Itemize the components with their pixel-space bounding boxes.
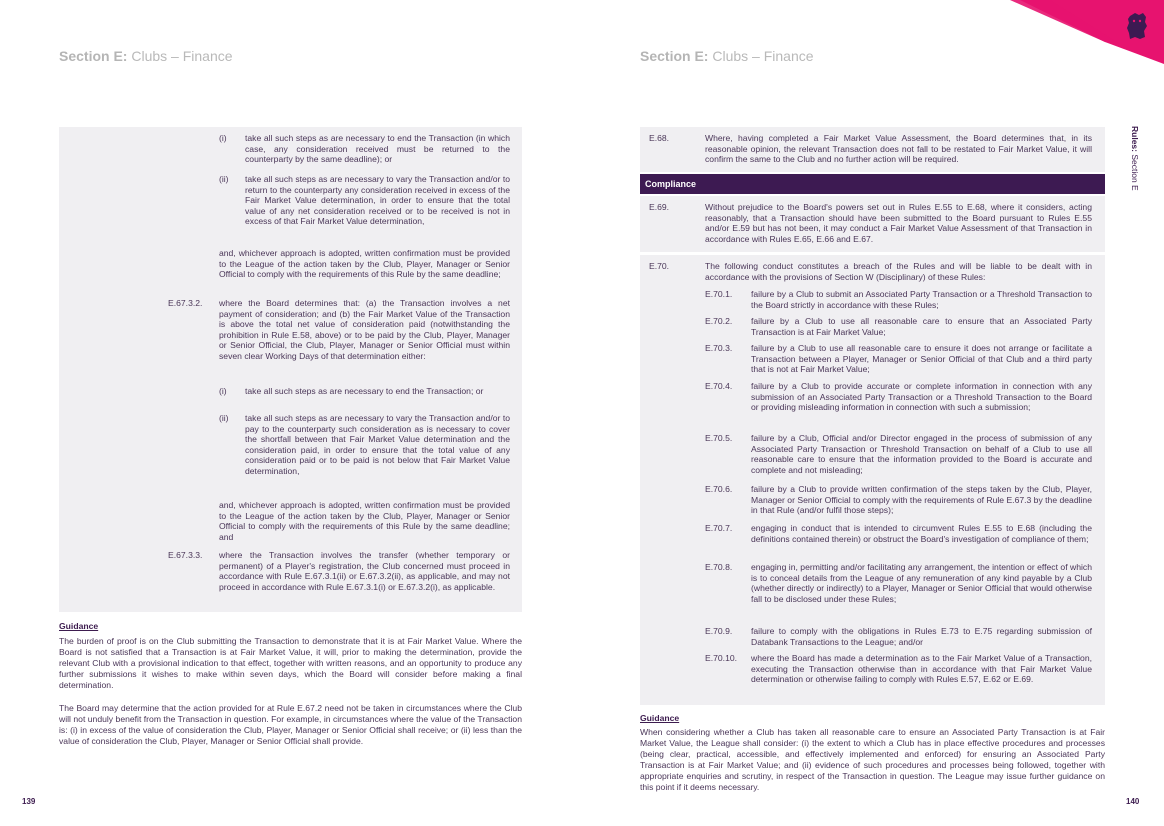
rule-text: and, whichever approach is adopted, written confirmation must be provided to the League of the action taken by the Club, Player, Manager or Senior Official to comply with the requirements of this Rule by the same deadline; bbox=[219, 248, 510, 280]
item-label: (ii) bbox=[219, 174, 229, 184]
guidance-heading: Guidance bbox=[640, 713, 680, 723]
page-number-left: 139 bbox=[22, 797, 36, 806]
rule-text: failure by a Club to provide accurate or complete information in connection with any submission of an Associated Party Transaction or a Threshold Transaction to the Board or providing misleading information in connection with such a submission; bbox=[751, 381, 1092, 413]
guidance-paragraph: The Board may determine that the action provided for at Rule E.67.2 need not be taken in circumstances where the Club will not unduly benefit from the Transaction in question. For example, in circumstances where the value of the Transaction is: (i) in excess of the value of consideration the Club, Player, Manager or Senior Official shall receive; or (ii) less than the value of consideration the Club, Player, Manager or Senior Official shall provide. bbox=[59, 703, 522, 746]
page-number-right: 140 bbox=[1126, 797, 1140, 806]
rule-text: engaging in, permitting and/or facilitating any arrangement, the intention or effect of which is to conceal details from the League of any remuneration of any kind payable by a Club (whether directly or indirectly) to a Player, Manager or Senior Official that would otherwise fall to be disclosed under these Rules; bbox=[751, 562, 1092, 604]
header-section-title: Clubs – Finance bbox=[708, 48, 814, 64]
side-tab-bold: Rules: bbox=[1130, 126, 1140, 152]
rule-number: E.70.10. bbox=[705, 653, 738, 663]
rule-number: E.70.1. bbox=[705, 289, 733, 299]
rule-number: E.70.2. bbox=[705, 316, 733, 326]
item-label: (ii) bbox=[219, 413, 229, 423]
rule-number: E.70.9. bbox=[705, 626, 733, 636]
header-section-label: Section E: bbox=[640, 48, 709, 64]
rule-number: E.70.4. bbox=[705, 381, 733, 391]
rule-text: take all such steps as are necessary to vary the Transaction and/or to pay to the counterparty such consideration as is necessary to cover the shortfall between that Fair Market Value determination and the consideration paid, in order to ensure that the total value of any consideration paid or to be paid is not below that Fair Market Value determination, bbox=[245, 413, 510, 476]
rule-text: take all such steps as are necessary to end the Transaction (in which case, any consideration received must be returned to the counterparty by the same deadline); or bbox=[245, 133, 510, 165]
rule-text: where the Transaction involves the transfer (whether temporary or permanent) of a Player's registration, the Club concerned must proceed in accordance with Rule E.67.3.1(ii) or E.67.3.2(ii), as applicable, and may not proceed in accordance with Rule E.67.3.1(i) or E.67.3.2(i), as applicable. bbox=[219, 550, 510, 592]
rule-number: E.70.6. bbox=[705, 484, 733, 494]
rule-text: failure by a Club, Official and/or Director engaged in the process of submission of any Associated Party Transaction or Threshold Transaction on behalf of a Club to use all reasonable care to ensure that the information provided to the Board is accurate and complete and not misleading; bbox=[751, 433, 1092, 475]
lion-crest-icon bbox=[1126, 12, 1148, 40]
compliance-heading-bar bbox=[640, 174, 1105, 194]
rule-text: take all such steps as are necessary to end the Transaction; or bbox=[245, 386, 484, 396]
rule-text: engaging in conduct that is intended to circumvent Rules E.55 to E.68 (including the definitions contained therein) or obstruct the Board's investigation of compliance of them; bbox=[751, 523, 1092, 544]
rule-text: where the Board determines that: (a) the Transaction involves a net payment of consideration; and (b) the Fair Market Value of the Transaction is above the total net value of consideration paid (notwithstanding the prohibition in Rule E.58, above) or to be paid by the Club, Player, Manager or Senior Official, the Club, Player, Manager or Senior Official must within seven clear Working Days of that determination either: bbox=[219, 298, 510, 361]
rule-text: The following conduct constitutes a breach of the Rules and will be liable to be dealt with in accordance with the provisions of Section W (Disciplinary) of these Rules: bbox=[705, 261, 1092, 282]
rule-text: where the Board has made a determination as to the Fair Market Value of a Transaction, executing the Transaction otherwise than in accordance with that Fair Market Value determination or otherwise failing to comply with Rules E.57, E.62 or E.69. bbox=[751, 653, 1092, 685]
rule-number: E.70. bbox=[649, 261, 670, 271]
rule-text: failure by a Club to use all reasonable care to ensure it does not arrange or facilitate a Transaction between a Player, Manager or Senior Official of that Club and a third party that is not at Fair Market Value; bbox=[751, 343, 1092, 375]
rule-number: E.70.3. bbox=[705, 343, 733, 353]
rule-text: failure by a Club to provide written confirmation of the steps taken by the Club, Player, Manager or Senior Official to comply with the requirements of Rule E.67.3 by the deadline in that Rule (and/or fulfil those steps); bbox=[751, 484, 1092, 516]
compliance-heading: Compliance bbox=[645, 179, 697, 189]
rule-text: Where, having completed a Fair Market Value Assessment, the Board determines that, in its reasonable opinion, the relevant Transaction does not fall to be restated to Fair Market Value, it will confirm the same to the Club and no further action will be required. bbox=[705, 133, 1092, 165]
guidance-heading: Guidance bbox=[59, 621, 99, 631]
rule-text: failure by a Club to use all reasonable care to ensure that an Associated Party Transaction is at Fair Market Value; bbox=[751, 316, 1092, 337]
item-label: (i) bbox=[219, 386, 227, 396]
guidance-paragraph: When considering whether a Club has taken all reasonable care to ensure an Associated Party Transaction is at Fair Market Value, the League shall consider: (i) the extent to which a Club has in place effective procedures and processes (being clear, practical, accessible, and effectively implemented and enforced) for ensuring an Associated Party Transaction is at Fair Market Value; and (ii) evidence of such procedures and processes being followed, together with appropriate enquiries and scrutiny, in respect of the Transaction in question. The League may issue further guidance on this point if it deems necessary. bbox=[640, 727, 1105, 792]
side-tab-text: Section E bbox=[1130, 151, 1140, 191]
rule-number: E.67.3.2. bbox=[168, 298, 203, 308]
page-header-right bbox=[640, 48, 814, 64]
rule-number: E.70.8. bbox=[705, 562, 733, 572]
rule-number: E.67.3.3. bbox=[168, 550, 203, 560]
guidance-paragraph: The burden of proof is on the Club submitting the Transaction to demonstrate that it is at Fair Market Value. Where the Board is not satisfied that a Transaction is at Fair Market Value, it will, prior to making the determination, provide the relevant Club with a provisional indication to that effect, together with written reasons, and an opportunity to produce any further submissions it wishes to make within seven days, which the Board will consider before making a final determination. bbox=[59, 636, 522, 690]
header-section-title: Clubs – Finance bbox=[127, 48, 233, 64]
rule-text: Without prejudice to the Board's powers set out in Rules E.55 to E.68, where it considers, acting reasonably, that a Transaction should have been submitted to the Board pursuant to Rules E.55 and/or E.59 but has not been, it may conduct a Fair Market Value Assessment of that Transaction in accordance with Rules E.65, E.66 and E.67. bbox=[705, 202, 1092, 244]
rule-text: failure to comply with the obligations in Rules E.73 to E.75 regarding submission of Databank Transactions to the League; and/or bbox=[751, 626, 1092, 647]
header-section-label: Section E: bbox=[59, 48, 128, 64]
side-tab bbox=[1126, 128, 1140, 218]
rule-text: take all such steps as are necessary to vary the Transaction and/or to return to the counterparty any consideration received in excess of the Fair Market Value determination, in order to ensure that the total value of any net consideration received or to be received is not in excess of that Fair Market Value determination, bbox=[245, 174, 510, 227]
rule-number: E.69. bbox=[649, 202, 670, 212]
rule-text: and, whichever approach is adopted, written confirmation must be provided to the League of the action taken by the Club, Player, Manager or Senior Official to comply with the requirements of this Rule by the same deadline; and bbox=[219, 500, 510, 542]
rule-text: failure by a Club to submit an Associated Party Transaction or a Threshold Transaction to the Board strictly in accordance with these Rules; bbox=[751, 289, 1092, 310]
rule-number: E.70.7. bbox=[705, 523, 733, 533]
page-header-left bbox=[59, 48, 233, 64]
rule-number: E.68. bbox=[649, 133, 670, 143]
rule-number: E.70.5. bbox=[705, 433, 733, 443]
item-label: (i) bbox=[219, 133, 227, 143]
